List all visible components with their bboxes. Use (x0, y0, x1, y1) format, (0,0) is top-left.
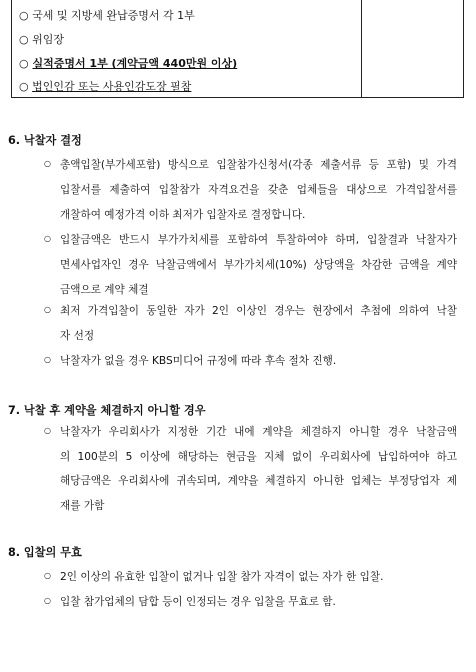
section-title: 8. 입찰의 무효 (8, 546, 82, 559)
table-row (19, 80, 191, 94)
requirements-table (11, 0, 464, 98)
table-row-text: 실적증명서 1부 (계약금액 440만원 이상) (32, 57, 238, 70)
circle-bullet: ○ (44, 234, 51, 243)
circle-marker: ○ (19, 9, 29, 22)
table-row (19, 33, 64, 47)
paragraph-line: 의 100분의 5 이상에 해당하는 현금을 지체 없이 우리회사에 납입하여야 하고 (60, 451, 457, 463)
table-row (19, 57, 237, 71)
table-row-text: 법인인감 또는 사용인감도장 필참 (32, 80, 192, 93)
paragraph-line: 개찰하여 예정가격 이하 최저가 입찰자로 결정합니다. (60, 209, 306, 221)
paragraph-line: 입찰금액은 반드시 부가가치세를 포함하여 투찰하여야 하며, 입찰결과 낙찰자가 (60, 234, 457, 246)
table-row (19, 9, 195, 23)
circle-bullet: ○ (44, 355, 51, 364)
paragraph-line: 재를 가함 (60, 500, 105, 512)
paragraph-line: 낙찰자가 없을 경우 KBS미디어 규정에 따라 후속 절차 진행. (60, 355, 337, 367)
paragraph-line: 최저 가격입찰이 동일한 자가 2인 이상인 경우는 현장에서 추첨에 의하여 낙찰 (60, 305, 457, 317)
table-row-text: 위임장 (32, 33, 64, 46)
circle-bullet: ○ (44, 426, 51, 435)
circle-marker: ○ (19, 80, 29, 93)
paragraph-line: 해당금액은 우리회사에 귀속되며, 계약을 체결하지 아니한 업체는 부정당업자 제 (60, 475, 457, 487)
circle-marker: ○ (19, 57, 29, 70)
circle-bullet: ○ (44, 571, 51, 580)
table-column-divider (361, 0, 362, 97)
paragraph-line: 2인 이상의 유효한 입찰이 없거나 입찰 참가 자격이 없는 자가 한 입찰. (60, 571, 384, 583)
paragraph-line: 면세사업자인 경우 낙찰금액에서 부가가치세(10%) 상당액을 차감한 금액을 계약 (60, 259, 457, 271)
paragraph-line: 총액입찰(부가세포함) 방식으로 입찰참가신청서(각종 제출서류 등 포함) 및 가격 (60, 159, 457, 171)
paragraph-line: 입찰 참가업체의 담합 등이 인정되는 경우 입찰을 무효로 함. (60, 596, 336, 608)
circle-bullet: ○ (44, 305, 51, 314)
paragraph-line: 자 선정 (60, 330, 95, 342)
table-row-text: 국세 및 지방세 완납증명서 각 1부 (32, 9, 195, 22)
paragraph-line: 금액으로 계약 체결 (60, 284, 149, 296)
paragraph-line: 입찰서를 제출하여 입찰참가 자격요건을 갖춘 업체들을 대상으로 가격입찰서를 (60, 184, 457, 196)
section-title: 6. 낙찰자 결정 (8, 134, 82, 147)
circle-bullet: ○ (44, 596, 51, 605)
section-title: 7. 낙찰 후 계약을 체결하지 아니할 경우 (8, 404, 206, 417)
circle-marker: ○ (19, 33, 29, 46)
paragraph-line: 낙찰자가 우리회사가 지정한 기간 내에 계약을 체결하지 아니할 경우 낙찰금액 (60, 426, 457, 438)
circle-bullet: ○ (44, 159, 51, 168)
